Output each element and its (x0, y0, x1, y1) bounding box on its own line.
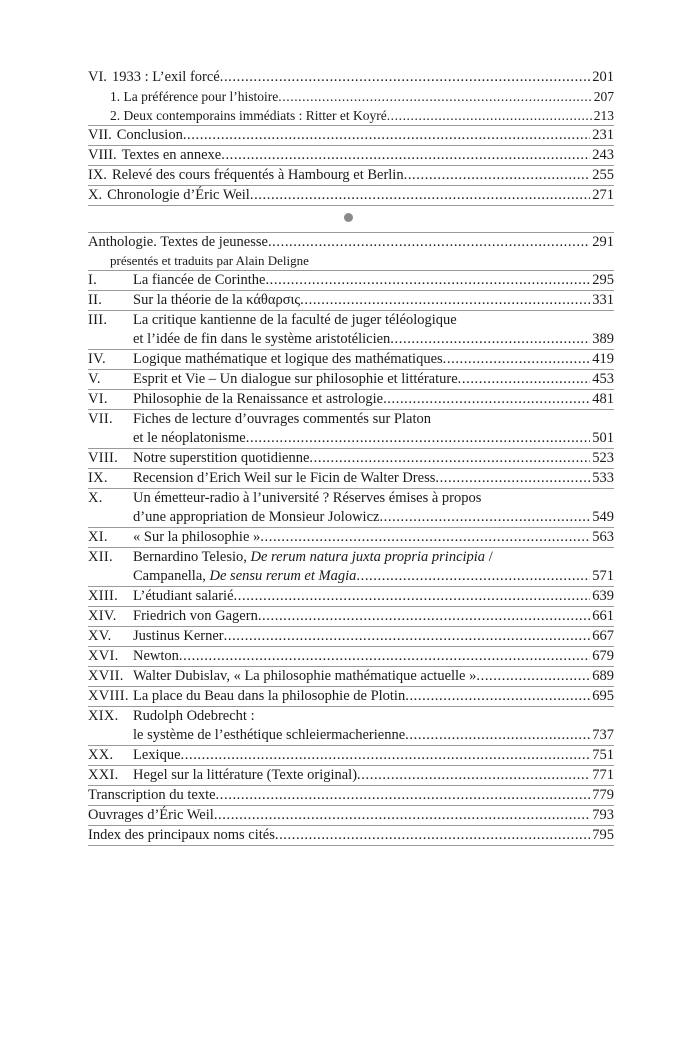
item-number: IX. (88, 470, 108, 486)
toc-entry-anthology-item[interactable] (88, 271, 614, 291)
page-number: 639 (592, 588, 614, 604)
anthology-credit: présentés et traduits par Alain Deligne (88, 252, 614, 271)
item-title: Sur la théorie de la κάθαρσις (133, 292, 301, 308)
toc-entry-chapter-vi[interactable] (88, 68, 614, 126)
item-number: XVII. (88, 668, 124, 684)
dot-leader (443, 350, 591, 369)
dot-leader (214, 806, 590, 825)
dot-leader (265, 271, 590, 290)
toc-entry-anthology-item[interactable] (88, 291, 614, 311)
dot-leader (234, 587, 591, 606)
page-number: 419 (592, 351, 614, 367)
dot-leader (216, 786, 591, 805)
item-number: XVIII. (88, 688, 129, 704)
item-title: Hegel sur la littérature (Texte original) (133, 767, 358, 783)
dot-leader (404, 166, 591, 185)
dot-leader (357, 766, 590, 785)
item-title: Logique mathématique et logique des mathématiques (133, 351, 443, 367)
subsection-number: 1. (110, 89, 121, 104)
dot-leader (435, 469, 590, 488)
toc-entry-backmatter[interactable] (88, 786, 614, 806)
toc-entry-anthology-item[interactable] (88, 528, 614, 548)
toc-entry-anthology-item[interactable] (88, 627, 614, 647)
dot-leader (250, 186, 590, 205)
toc-entry-anthology-item[interactable] (88, 687, 614, 707)
backmatter-title: Ouvrages d’Éric Weil (88, 807, 214, 823)
item-title: Bernardino Telesio, De rerum natura juxta propria principia / (133, 549, 493, 565)
item-number: XVI. (88, 648, 119, 664)
item-title: Esprit et Vie – Un dialogue sur philosophie et littérature (133, 371, 458, 387)
toc-entry-chapter-x[interactable] (88, 186, 614, 206)
item-title: Justinus Kerner (133, 628, 224, 644)
page-number: 795 (592, 827, 614, 843)
page-number: 207 (593, 89, 614, 104)
anthology-list (88, 271, 614, 786)
dot-leader (224, 627, 591, 646)
chapter-title: Relevé des cours fréquentés à Hambourg et Berlin (111, 167, 404, 183)
item-number: III. (88, 312, 108, 328)
page-number: 679 (592, 648, 614, 664)
chapter-number: IX. (88, 167, 107, 183)
page-number: 523 (592, 450, 614, 466)
dot-leader (275, 826, 590, 845)
toc-entry-chapter-viii[interactable] (88, 146, 614, 166)
chapter-title: Textes en annexe (121, 147, 222, 163)
page-number: 291 (592, 234, 614, 250)
item-number: IV. (88, 351, 106, 367)
section-divider (88, 206, 614, 233)
dot-leader (246, 429, 591, 448)
dot-leader (387, 106, 592, 125)
dot-leader (390, 330, 590, 349)
dot-leader (300, 291, 590, 310)
dot-leader (220, 68, 591, 87)
item-number: XII. (88, 549, 113, 565)
item-title: Newton (133, 648, 179, 664)
dot-leader (383, 390, 590, 409)
page-number: 779 (592, 787, 614, 803)
item-number: VIII. (88, 450, 119, 466)
chapter-number: VI. (88, 69, 107, 85)
dot-leader (179, 647, 590, 666)
dot-leader (379, 508, 590, 527)
table-of-contents (88, 68, 614, 846)
chapter-title: 1933 : L’exil forcé (111, 69, 220, 85)
toc-entry-anthology-item[interactable] (88, 607, 614, 627)
toc-subentry[interactable] (88, 87, 614, 106)
toc-entry-backmatter[interactable] (88, 806, 614, 826)
item-title: Campanella, De sensu rerum et Magia (133, 568, 357, 584)
toc-entry-anthology-item[interactable] (88, 449, 614, 469)
item-title: La fiancée de Corinthe (133, 272, 266, 288)
toc-entry-anthology-item[interactable] (88, 350, 614, 370)
dot-leader (260, 528, 590, 547)
chapter-number: X. (88, 187, 103, 203)
page-number: 331 (592, 292, 614, 308)
page-number: 661 (592, 608, 614, 624)
chapter-title: Conclusion (116, 127, 183, 143)
page-number: 231 (592, 127, 614, 143)
item-number: V. (88, 371, 101, 387)
page-number: 255 (592, 167, 614, 183)
item-number: XIX. (88, 708, 119, 724)
page-number: 793 (592, 807, 614, 823)
item-number: II. (88, 292, 103, 308)
dot-leader (405, 726, 590, 745)
toc-entry-anthology-item[interactable] (88, 311, 614, 350)
toc-entry-anthology-item[interactable] (88, 390, 614, 410)
page-number: 271 (592, 187, 614, 203)
item-number: X. (88, 490, 103, 506)
toc-entry-chapter-vii[interactable] (88, 126, 614, 146)
page-number: 533 (592, 470, 614, 486)
toc-entry-chapter-ix[interactable] (88, 166, 614, 186)
toc-subentry[interactable] (88, 106, 614, 125)
toc-entry-backmatter[interactable] (88, 826, 614, 846)
toc-entry-anthology-item[interactable] (88, 746, 614, 766)
item-title: Notre superstition quotidienne (133, 450, 310, 466)
item-title: et l’idée de fin dans le système aristotélicien (133, 331, 391, 347)
bullet-ornament-icon (344, 213, 353, 222)
item-number: XI. (88, 529, 108, 545)
page-number: 389 (592, 331, 614, 347)
page-number: 243 (592, 147, 614, 163)
item-number: XV. (88, 628, 112, 644)
item-title: La place du Beau dans la philosophie de Plotin (133, 688, 406, 704)
page-number: 501 (592, 430, 614, 446)
item-title: le système de l’esthétique schleiermacherienne (133, 727, 406, 743)
toc-entry-anthology-item[interactable] (88, 489, 614, 528)
dot-leader (221, 146, 590, 165)
toc-entry-anthology-item[interactable] (88, 587, 614, 607)
page-number: 667 (592, 628, 614, 644)
dot-leader (278, 87, 591, 106)
page-number: 563 (592, 529, 614, 545)
item-title: et le néoplatonisme (133, 430, 246, 446)
item-title: Recension d’Erich Weil sur le Ficin de Walter Dress (133, 470, 436, 486)
dot-leader (356, 567, 590, 586)
item-title: L’étudiant salarié (133, 588, 234, 604)
item-title: d’une appropriation de Monsieur Jolowicz (133, 509, 380, 525)
page-number: 695 (592, 688, 614, 704)
page-number: 571 (592, 568, 614, 584)
backmatter-list (88, 786, 614, 846)
item-title: La critique kantienne de la faculté de juger téléologique (133, 312, 457, 328)
toc-entry-anthology-item[interactable] (88, 548, 614, 587)
page-number: 689 (592, 668, 614, 684)
subsection-title: La préférence pour l’histoire (123, 89, 279, 104)
item-title: Un émetteur-radio à l’université ? Réserves émises à propos (133, 490, 482, 506)
chapter-number: VIII. (88, 147, 117, 163)
item-title: Walter Dubislav, « La philosophie mathématique actuelle » (133, 668, 477, 684)
item-number: XIV. (88, 608, 117, 624)
backmatter-title: Transcription du texte (88, 787, 216, 803)
page-number: 549 (592, 509, 614, 525)
item-title: Rudolph Odebrecht : (133, 708, 255, 724)
dot-leader (258, 607, 590, 626)
dot-leader (181, 746, 591, 765)
dot-leader (458, 370, 591, 389)
subsection-number: 2. (110, 108, 121, 123)
dot-leader (309, 449, 590, 468)
item-title: Lexique (133, 747, 181, 763)
dot-leader (476, 667, 590, 686)
page-number: 201 (592, 69, 614, 85)
page-number: 453 (592, 371, 614, 387)
page-number: 481 (592, 391, 614, 407)
chapter-number: VII. (88, 127, 112, 143)
backmatter-title: Index des principaux noms cités (88, 827, 275, 843)
page-number: 737 (592, 727, 614, 743)
item-number: XIII. (88, 588, 119, 604)
item-title: Philosophie de la Renaissance et astrologie (133, 391, 384, 407)
item-title: « Sur la philosophie » (133, 529, 261, 545)
dot-leader (183, 126, 590, 145)
toc-entry-anthology-item[interactable] (88, 370, 614, 390)
page-number: 771 (592, 767, 614, 783)
toc-entry-anthology-item[interactable] (88, 667, 614, 687)
toc-entry-anthology-item[interactable] (88, 766, 614, 786)
item-number: XXI. (88, 767, 119, 783)
toc-entry-anthology-item[interactable] (88, 647, 614, 667)
anthology-title: Anthologie. Textes de jeunesse (88, 234, 268, 250)
item-number: VI. (88, 391, 108, 407)
toc-entry-anthology-item[interactable] (88, 707, 614, 746)
dot-leader (405, 687, 590, 706)
toc-entry-anthology-item[interactable] (88, 410, 614, 449)
toc-entry-anthology[interactable] (88, 233, 614, 252)
page-number: 295 (592, 272, 614, 288)
item-title: Friedrich von Gagern (133, 608, 258, 624)
item-title: Fiches de lecture d’ouvrages commentés sur Platon (133, 411, 431, 427)
toc-entry-anthology-item[interactable] (88, 469, 614, 489)
chapter-title: Chronologie d’Éric Weil (107, 187, 250, 203)
page-number: 213 (593, 108, 614, 123)
item-number: XX. (88, 747, 114, 763)
subsection-title: Deux contemporains immédiats : Ritter et Koyré (123, 108, 387, 123)
item-number: I. (88, 272, 98, 288)
dot-leader (268, 233, 590, 252)
item-number: VII. (88, 411, 113, 427)
page-number: 751 (592, 747, 614, 763)
